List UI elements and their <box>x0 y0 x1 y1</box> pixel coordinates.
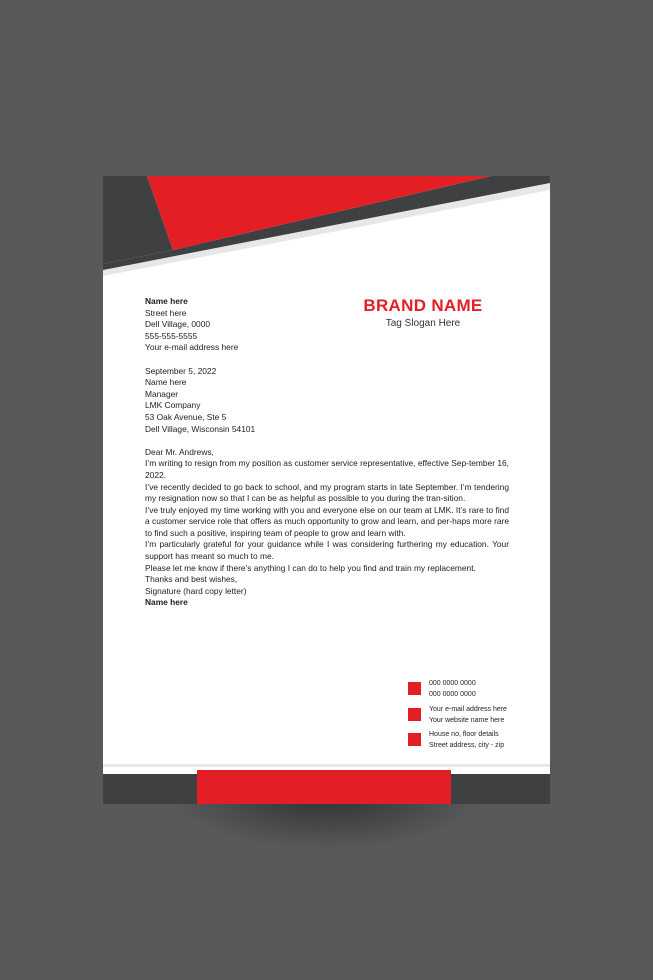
contact-block <box>408 678 548 755</box>
footer-red-block <box>197 770 451 804</box>
recipient-city: Dell Village, Wisconsin 54101 <box>145 423 256 434</box>
contact-phone-2: 000 0000 0000 <box>429 691 476 699</box>
phone-icon <box>408 682 421 695</box>
contact-address-1: House no, floor details <box>429 731 499 739</box>
contact-email: Your e-mail address here <box>429 705 507 713</box>
brand-name: BRAND NAME <box>363 296 483 315</box>
contact-phone-1: 000 0000 0000 <box>429 680 476 687</box>
letterhead-page <box>103 176 550 804</box>
sender-name: Name here <box>145 296 188 306</box>
letter-date: September 5, 2022 <box>145 365 217 376</box>
recipient-address <box>145 377 509 435</box>
location-icon <box>408 733 421 746</box>
signature-line: Signature (hard copy letter) <box>145 585 247 596</box>
salutation: Dear Mr. Andrews, <box>145 446 214 457</box>
email-icon <box>408 708 421 721</box>
paragraph-3: I’ve truly enjoyed my time working with you and everyone else on our team at LMK. It’s rare to find a customer service role that offers as much opportunity to grow and learn, and per-haps more rare to find such a positive, inspiring team of people to grow and learn with. <box>145 504 509 538</box>
contact-address <box>408 729 548 752</box>
contact-website: Your website name here <box>429 716 505 724</box>
sender-phone: 555-555-5555 <box>145 330 198 341</box>
sender-street: Street here <box>145 307 187 318</box>
contact-address-2: Street address, city - zip <box>429 742 505 750</box>
contact-web <box>408 704 548 727</box>
paragraph-1: I’m writing to resign from my position as customer service representative, effective Sep-tember 16, 2022. <box>145 458 509 480</box>
sender-email: Your e-mail address here <box>145 342 239 353</box>
brand-tagline: Tag Slogan Here <box>385 318 461 329</box>
recipient-title: Manager <box>145 388 179 399</box>
closing: Thanks and best wishes, <box>145 574 238 585</box>
paragraph-2: I’ve recently decided to go back to school, and my program starts in late September. I’m tendering my resignation now so that I can be as helpful as possible to you during the tran-sition. <box>145 481 509 504</box>
recipient-name: Name here <box>145 377 187 388</box>
contact-phone <box>408 678 548 701</box>
paragraph-4: I’m particularly grateful for your guidance while I was considering furthering my education. Your support has meant so much to me. <box>145 539 509 562</box>
signer-name: Name here <box>145 597 188 608</box>
sender-city: Dell Village, 0000 <box>145 319 211 330</box>
recipient-street: 53 Oak Avenue, Ste 5 <box>145 411 227 422</box>
letter-body <box>145 296 509 609</box>
header-red-block <box>147 176 491 250</box>
sender-address <box>145 296 509 354</box>
footer-gray-line <box>103 764 550 767</box>
paragraph-5: Please let me know if there’s anything I can do to help you find and train my replacement. <box>145 562 476 573</box>
recipient-company: LMK Company <box>145 400 201 411</box>
